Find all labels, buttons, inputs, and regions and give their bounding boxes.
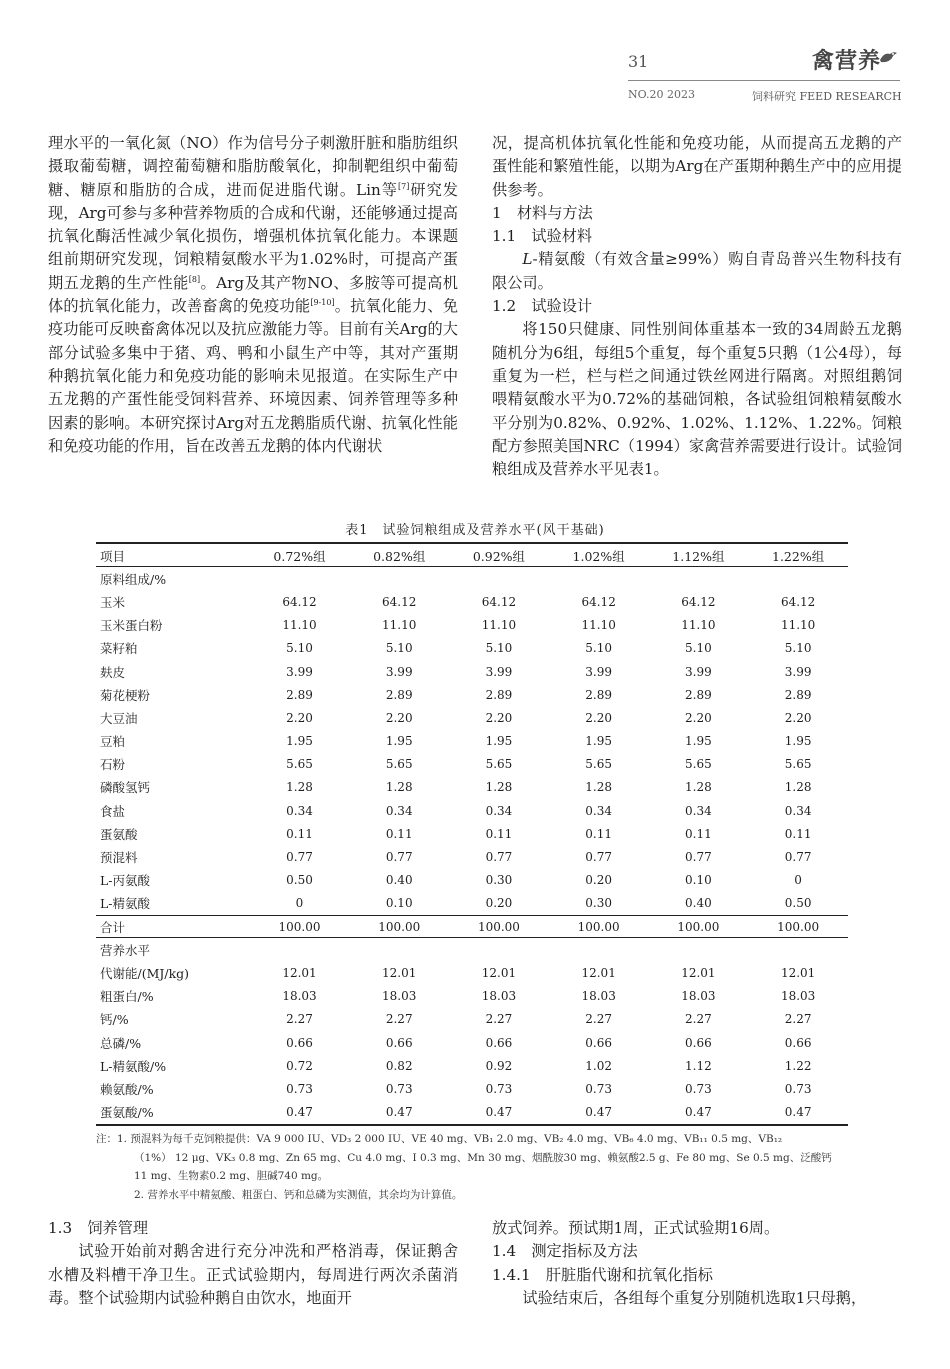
table-row [96,869,848,892]
table-cell: 3.99 [385,664,413,679]
table-cell: 0.10 [385,896,413,911]
column-header-group: 1.22%组 [772,548,825,564]
table-cell: 0.77 [385,850,413,865]
table-cell: 0.50 [286,873,313,888]
table-cell: 1.28 [685,780,712,795]
table-cell: 0.47 [585,1105,613,1120]
table-row [96,683,848,706]
journal-name: 饲料研究 FEED RESEARCH [752,90,902,103]
table-row [96,915,848,938]
table-cell: 0.47 [685,1105,712,1120]
row-label: 赖氨酸/% [100,1081,154,1097]
table-row [96,776,848,799]
header-rule [628,80,900,81]
column-header-group: 1.02%组 [572,548,625,564]
table-cell: 18.03 [481,989,517,1004]
table-cell: 1.28 [485,780,513,795]
subsection-heading: 1.2 试验设计 [492,297,593,316]
row-label: 玉米 [100,594,126,610]
table-cell: 0.73 [585,1081,613,1096]
table-cell: 1.95 [286,734,313,749]
row-label: 玉米蛋白粉 [100,618,163,634]
table-cell: 11.10 [780,618,816,633]
row-label: 菜籽粕 [100,641,138,657]
table-cell: 11.10 [681,618,716,633]
section-heading: 1 材料与方法 [492,203,593,222]
table-cell: 2.20 [585,710,613,725]
table-cell: 0.66 [784,1035,812,1050]
table-cell: 2.89 [485,687,513,702]
table-cell: 0.34 [286,803,313,818]
table-cell: 0.77 [286,850,313,865]
row-label: 钙/% [100,1012,129,1028]
table-cell: 0 [794,873,802,888]
note: 2. 营养水平中精氨酸、粗蛋白、钙和总磷为实测值，其余均为计算值。 [134,1188,463,1201]
table-cell: 0.47 [385,1105,413,1120]
table-cell: 2.20 [385,710,413,725]
table-cell: 11.10 [581,618,616,633]
table-cell: 0.82 [385,1058,413,1073]
paragraph: 将150只健康、同性别间体重基本一致的34周龄五龙鹅随机分为6组，每组5个重复，每个重复5只鹅（1公4母），每重复为一栏，栏与栏之间通过铁丝网进行隔离。对照组鹅饲喂精氨酸水平为0.72%的基础饲粮，各试验组饲粮精氨酸水平分别为0.82%、0.92%、1.02%、1.12%、1.22%。饲粮配方参照美国NRC（1994）家禽营养需要进行设计。试验饲粮组成及营养水平见表1。 [492,320,902,479]
note: （1%） 12 μg、VK₃ 0.8 mg、Zn 65 mg、Cu 4.0 mg、I 0.3 mg、Mn 30 mg、烟酰胺30 mg、赖氨酸2.5 g、Fe 80 mg、Se 0.5 mg、泛酸钙 [134,1151,832,1164]
table-cell: 2.89 [585,687,613,702]
section-label: 原料组成/% [100,571,167,587]
table-row [96,637,848,660]
table-row [96,660,848,683]
row-label: 磷酸氢钙 [100,780,151,796]
table-cell: 0.47 [784,1105,812,1120]
table-cell: 1.28 [385,780,413,795]
row-label: 大豆油 [100,710,138,726]
row-label: 预混料 [100,850,138,866]
page-number: 31 [628,52,649,71]
row-label: 食盐 [100,803,126,819]
table-cell: 12.01 [382,965,417,980]
diet-composition-table [96,544,848,1124]
table-cell: 0.11 [286,826,313,841]
table-cell: 100.00 [278,919,321,934]
table-cell: 2.20 [485,710,513,725]
table-cell: 0.66 [485,1035,513,1050]
table-row [96,961,848,984]
table-cell: 2.27 [585,1012,613,1027]
table-rule [96,1124,848,1126]
row-label: 豆粕 [100,734,126,750]
table-cell: 5.10 [385,641,413,656]
table-cell: 0.73 [385,1081,413,1096]
table-row [96,706,848,729]
table-section-row [96,567,848,590]
bird-icon [878,48,898,71]
table-cell: 18.03 [382,989,417,1004]
table-cell: 0.73 [485,1081,513,1096]
table-cell: 5.65 [685,757,712,772]
paragraph: 理水平的一氧化氮（NO）作为信号分子刺激肝脏和脂肪组织摄取葡萄糖，调控葡萄糖和脂肪酸氧化，抑制靶组织中葡萄糖、糖原和脂肪的合成，进而促进脂代谢。Lin等[7]研究发现，Arg可参与多种营养物质的合成和代谢，还能够通过提高抗氧化酶活性减少氧化损伤，增强机体抗氧化能力。本课题组前期研究发现，饲粮精氨酸水平为1.02%时，可提高产蛋期五龙鹅的生产性能[8]。Arg及其产物NO、多胺等可提高机体的抗氧化能力，改善畜禽的免疫功能[9-10]。抗氧化能力、免疫功能可反映畜禽体况以及抗应激能力等。目前有关Arg的大部分试验多集中于猪、鸡、鸭和小鼠生产中等，其对产蛋期种鹅抗氧化能力和免疫功能的影响未见报道。在实际生产中五龙鹅的产蛋性能受饲料营养、环境因素、饲养管理等多种因素的影响。本研究探讨Arg对五龙鹅脂质代谢、抗氧化性能和免疫功能的作用，旨在改善五龙鹅的体内代谢状 [48,134,459,455]
table-row [96,753,848,776]
table-row [96,1077,848,1100]
table-cell: 100.00 [677,919,720,934]
row-label: 蛋氨酸/% [100,1105,154,1121]
table-row [96,845,848,868]
table-cell: 2.89 [784,687,812,702]
table-cell: 1.28 [784,780,812,795]
table-cell: 64.12 [481,594,517,609]
table-cell: 12.01 [481,965,517,980]
issue-number: NO.20 2023 [628,88,695,101]
table-cell: 0.92 [485,1058,513,1073]
table-cell: 0.30 [585,896,613,911]
citation: [8] [188,274,201,284]
table-cell: 18.03 [282,989,317,1004]
table-cell: 11.10 [481,618,517,633]
table-cell: 0.66 [585,1035,613,1050]
table-cell: 2.89 [286,687,313,702]
column-header-group: 0.72%组 [273,548,326,564]
table-cell: 0.11 [585,826,613,841]
table-cell: 2.89 [685,687,712,702]
table-cell: 0 [295,896,304,911]
paragraph: 放式饲养。预试期1周，正式试验期16周。 [492,1219,780,1237]
table-cell: 2.27 [385,1012,413,1027]
row-label: L-精氨酸/% [100,1058,167,1074]
citation: [9-10] [310,298,335,308]
table-cell: 0.50 [784,896,812,911]
subsection-heading: 1.1 试验材料 [492,227,593,246]
table-cell: 2.20 [784,710,812,725]
table-cell: 5.65 [286,757,313,772]
table-cell: 5.10 [286,641,313,656]
table-cell: 1.28 [585,780,613,795]
table-row [96,1008,848,1031]
table-cell: 1.12 [685,1058,712,1073]
table-cell: 2.27 [286,1012,313,1027]
column-header-group: 0.92%组 [472,548,526,564]
table-cell: 12.01 [681,965,716,980]
table-cell: 3.99 [485,664,513,679]
subsubsection-heading: 1.4.1 肝脏脂代谢和抗氧化指标 [492,1265,713,1284]
table-cell: 0.73 [286,1081,313,1096]
table-cell: 0.40 [685,896,712,911]
table-cell: 100.00 [477,919,520,934]
column-header-group: 1.12%组 [672,548,725,564]
table-cell: 1.95 [385,734,413,749]
table-cell: 0.47 [485,1105,513,1120]
left-column-bottom [48,1217,458,1310]
table-cell: 100.00 [577,919,620,934]
table-cell: 0.77 [685,850,712,865]
table-cell: 3.99 [286,664,313,679]
table-cell: 5.65 [385,757,413,772]
row-label: 代谢能/(MJ/kg) [100,965,190,981]
table-cell: 0.34 [784,803,812,818]
column-header-item: 项目 [100,548,126,564]
row-label: 菊花梗粉 [100,687,151,703]
table-cell: 64.12 [780,594,816,609]
table-cell: 0.20 [485,896,513,911]
table-cell: 0.77 [485,850,513,865]
table-cell: 0.40 [385,873,413,888]
note: 注：1. 预混料为每千克饲粮提供：VA 9 000 IU、VD₃ 2 000 IU、VE 40 mg、VB₁ 2.0 mg、VB₂ 4.0 mg、VB₆ 4.0 mg、VB₁₁ 0.5 mg、VB₁₂ [96,1133,783,1145]
section-label: 营养水平 [100,942,151,958]
table-cell: 1.95 [585,734,613,749]
table-cell: 0.77 [784,850,812,865]
table-cell: 1.95 [485,734,513,749]
paragraph: 试验结束后，各组每个重复分别随机选取1只母鹅， [522,1288,867,1307]
table-cell: 0.34 [485,803,513,818]
paragraph: 试验开始前对鹅舍进行充分冲洗和严格消毒，保证鹅舍水槽及料槽干净卫生。正式试验期内，每周进行两次杀菌消毒。整个试验期内试验种鹅自由饮水，地面开 [48,1242,458,1307]
row-label: 麸皮 [100,664,126,680]
right-column [492,132,902,481]
table-row [96,799,848,822]
paragraph: L-精氨酸（有效含量≥99%）购自青岛普兴生物科技有限公司。 [492,250,902,292]
left-column [48,132,458,458]
table-cell: 64.12 [681,594,716,609]
table-cell: 2.27 [685,1012,712,1027]
table-cell: 12.01 [780,965,816,980]
table-cell: 100.00 [378,919,421,934]
table-cell: 5.10 [685,641,712,656]
section-brand: 禽营养 [812,49,882,74]
table-cell: 5.10 [585,641,613,656]
table-cell: 2.20 [286,710,313,725]
table-row [96,590,848,613]
row-label: 总磷/% [100,1035,142,1051]
table-notes [96,1130,854,1204]
table-cell: 12.01 [282,965,317,980]
table-cell: 0.66 [286,1035,313,1050]
table-cell: 11.10 [382,618,417,633]
table-header-row [96,544,848,567]
table-cell: 0.11 [385,826,413,841]
row-label: L-精氨酸 [100,896,151,912]
citation: [7] [398,181,410,191]
row-label: 石粉 [100,757,126,773]
table-cell: 0.73 [685,1081,712,1096]
table-cell: 5.10 [485,641,513,656]
table-caption: 表1 试验饲粮组成及营养水平(风干基础) [345,523,605,538]
table-cell: 0.11 [685,826,712,841]
table-cell: 1.02 [585,1058,613,1073]
table-cell: 5.65 [585,757,613,772]
note: 11 mg、生物素0.2 mg、胆碱740 mg。 [134,1170,329,1182]
table-row [96,1101,848,1124]
table-cell: 0.66 [685,1035,712,1050]
table-row [96,1054,848,1077]
table-row [96,822,848,845]
table-cell: 3.99 [685,664,712,679]
table-cell: 2.89 [385,687,413,702]
table-cell: 18.03 [681,989,716,1004]
table-cell: 5.65 [485,757,513,772]
table-cell: 0.11 [784,826,812,841]
table-row [96,985,848,1008]
table-cell: 0.34 [685,803,712,818]
table-cell: 0.11 [485,826,513,841]
row-label: 粗蛋白/% [100,989,154,1005]
row-label: L-丙氨酸 [100,873,151,889]
table-row [96,892,848,915]
table-cell: 1.95 [784,734,812,749]
table-cell: 64.12 [581,594,616,609]
row-label: 合计 [100,919,126,935]
table-cell: 64.12 [382,594,417,609]
table-cell: 2.27 [784,1012,812,1027]
subsection-heading: 1.4 测定指标及方法 [492,1242,638,1261]
table-cell: 0.73 [784,1081,812,1096]
paragraph: 况，提高机体抗氧化性能和免疫功能，从而提高五龙鹅的产蛋性能和繁殖性能，以期为Arg在产蛋期种鹅生产中的应用提供参考。 [492,134,902,199]
column-header-group: 0.82%组 [373,548,426,564]
right-column-bottom [492,1217,902,1310]
subsection-heading: 1.3 饲养管理 [48,1219,149,1237]
table-cell: 0.66 [385,1035,413,1050]
table-cell: 1.28 [286,780,313,795]
table-cell: 0.20 [585,873,613,888]
table-cell: 1.95 [685,734,712,749]
table-cell: 2.27 [485,1012,513,1027]
table-cell: 100.00 [777,919,820,934]
table-cell: 18.03 [581,989,616,1004]
table-cell: 1.22 [784,1058,812,1073]
table-row [96,1031,848,1054]
table-row [96,614,848,637]
table-cell: 0.30 [485,873,513,888]
table-cell: 12.01 [581,965,616,980]
table-cell: 0.34 [585,803,613,818]
table-cell: 64.12 [282,594,317,609]
table-cell: 0.34 [385,803,413,818]
table-cell: 0.72 [286,1058,313,1073]
table-cell: 3.99 [784,664,812,679]
table-section-row [96,938,848,961]
table-cell: 0.77 [585,850,613,865]
table-cell: 0.47 [286,1105,313,1120]
table-cell: 18.03 [780,989,816,1004]
table-cell: 2.20 [685,710,712,725]
table-cell: 5.10 [784,641,812,656]
row-label: 蛋氨酸 [100,826,138,842]
table-cell: 0.10 [685,873,712,888]
table-cell: 5.65 [784,757,812,772]
table-row [96,730,848,753]
table-cell: 11.10 [282,618,317,633]
table-cell: 3.99 [585,664,613,679]
